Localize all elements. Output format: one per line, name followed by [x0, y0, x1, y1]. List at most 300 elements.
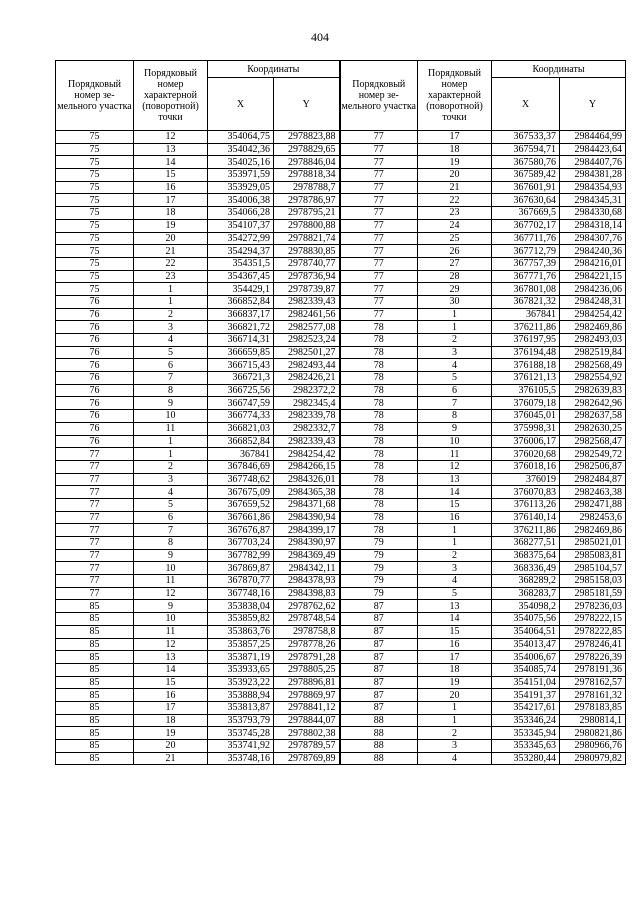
parcel-cell: 77: [340, 219, 418, 232]
table-row: [56, 651, 626, 664]
y-cell: 2982453,6: [560, 511, 626, 524]
point-cell: 15: [134, 169, 208, 182]
table-row: [56, 575, 626, 588]
x-cell: 353923,22: [208, 676, 274, 689]
y-cell: 2985083,81: [560, 549, 626, 562]
parcel-cell: 85: [56, 689, 134, 702]
header-coordinates-right: Координаты: [492, 61, 626, 78]
x-cell: 366774,33: [208, 410, 274, 423]
parcel-cell: 77: [340, 207, 418, 220]
point-cell: 23: [134, 270, 208, 283]
parcel-cell: 78: [340, 372, 418, 385]
x-cell: 376211,86: [492, 321, 560, 334]
parcel-cell: 85: [56, 651, 134, 664]
y-cell: 2984390,97: [274, 537, 340, 550]
point-cell: 15: [418, 625, 492, 638]
table-row: [56, 346, 626, 359]
x-cell: 367841: [208, 448, 274, 461]
point-cell: 5: [418, 372, 492, 385]
y-cell: 2978222,85: [560, 625, 626, 638]
point-cell: 12: [134, 131, 208, 144]
table-row: [56, 511, 626, 524]
point-cell: 2: [134, 460, 208, 473]
parcel-cell: 77: [56, 448, 134, 461]
x-cell: 367801,08: [492, 283, 560, 296]
y-cell: 2984345,31: [560, 194, 626, 207]
x-cell: 354013,47: [492, 638, 560, 651]
y-cell: 2982577,08: [274, 321, 340, 334]
y-cell: 2982637,58: [560, 410, 626, 423]
point-cell: 14: [418, 486, 492, 499]
x-cell: 366852,84: [208, 295, 274, 308]
point-cell: 13: [418, 600, 492, 613]
point-cell: 14: [134, 663, 208, 676]
point-cell: 6: [134, 511, 208, 524]
point-cell: 21: [134, 752, 208, 765]
parcel-cell: 87: [340, 663, 418, 676]
parcel-cell: 85: [56, 676, 134, 689]
table-row: [56, 587, 626, 600]
point-cell: 1: [134, 295, 208, 308]
parcel-cell: 78: [340, 511, 418, 524]
parcel-cell: 85: [56, 613, 134, 626]
point-cell: 9: [134, 600, 208, 613]
point-cell: 9: [418, 422, 492, 435]
x-cell: 353748,16: [208, 752, 274, 765]
table-row: [56, 473, 626, 486]
parcel-cell: 77: [340, 308, 418, 321]
x-cell: 367533,37: [492, 131, 560, 144]
point-cell: 24: [418, 219, 492, 232]
table-row: [56, 524, 626, 537]
x-cell: 354064,75: [208, 131, 274, 144]
table-row: [56, 194, 626, 207]
x-cell: 376105,5: [492, 384, 560, 397]
x-cell: 354351,5: [208, 257, 274, 270]
y-cell: 2982332,7: [274, 422, 340, 435]
header-y: Y: [274, 78, 340, 131]
parcel-cell: 87: [340, 689, 418, 702]
point-cell: 18: [134, 207, 208, 220]
point-cell: 19: [134, 219, 208, 232]
x-cell: 354025,16: [208, 156, 274, 169]
point-cell: 16: [134, 181, 208, 194]
header-x: X: [208, 78, 274, 131]
x-cell: 375998,31: [492, 422, 560, 435]
point-cell: 20: [134, 740, 208, 753]
parcel-cell: 78: [340, 435, 418, 448]
y-cell: 2984378,93: [274, 575, 340, 588]
x-cell: 376140,14: [492, 511, 560, 524]
x-cell: 366725,56: [208, 384, 274, 397]
point-cell: 6: [418, 384, 492, 397]
parcel-cell: 77: [56, 537, 134, 550]
parcel-cell: 76: [56, 359, 134, 372]
y-cell: 2978762,62: [274, 600, 340, 613]
y-cell: 2978786,97: [274, 194, 340, 207]
y-cell: 2984318,14: [560, 219, 626, 232]
parcel-cell: 77: [56, 524, 134, 537]
x-cell: 367601,91: [492, 181, 560, 194]
table-row: [56, 207, 626, 220]
x-cell: 366659,85: [208, 346, 274, 359]
parcel-cell: 85: [56, 663, 134, 676]
point-cell: 19: [418, 156, 492, 169]
parcel-cell: 76: [56, 384, 134, 397]
point-cell: 4: [134, 486, 208, 499]
point-cell: 8: [418, 410, 492, 423]
y-cell: 2984236,06: [560, 283, 626, 296]
parcel-cell: 76: [56, 321, 134, 334]
y-cell: 2984371,68: [274, 498, 340, 511]
x-cell: 367712,79: [492, 245, 560, 258]
y-cell: 2978740,77: [274, 257, 340, 270]
table-row: [56, 372, 626, 385]
point-cell: 3: [134, 321, 208, 334]
x-cell: 367748,16: [208, 587, 274, 600]
x-cell: 376020,68: [492, 448, 560, 461]
y-cell: 2984221,15: [560, 270, 626, 283]
point-cell: 20: [418, 169, 492, 182]
parcel-cell: 76: [56, 346, 134, 359]
y-cell: 2985104,57: [560, 562, 626, 575]
table-row: [56, 257, 626, 270]
point-cell: 10: [134, 562, 208, 575]
y-cell: 2984326,01: [274, 473, 340, 486]
point-cell: 4: [418, 752, 492, 765]
parcel-cell: 75: [56, 283, 134, 296]
y-cell: 2982463,38: [560, 486, 626, 499]
y-cell: 2982568,47: [560, 435, 626, 448]
x-cell: 354429,1: [208, 283, 274, 296]
x-cell: 353346,24: [492, 714, 560, 727]
table-row: [56, 498, 626, 511]
x-cell: 367702,17: [492, 219, 560, 232]
table-row: [56, 600, 626, 613]
y-cell: 2978778,26: [274, 638, 340, 651]
y-cell: 2984342,11: [274, 562, 340, 575]
table-row: [56, 181, 626, 194]
parcel-cell: 75: [56, 232, 134, 245]
y-cell: 2984407,76: [560, 156, 626, 169]
point-cell: 18: [134, 714, 208, 727]
x-cell: 354075,56: [492, 613, 560, 626]
parcel-cell: 77: [340, 232, 418, 245]
parcel-cell: 77: [56, 575, 134, 588]
point-cell: 17: [418, 651, 492, 664]
table-row: [56, 219, 626, 232]
point-cell: 7: [134, 524, 208, 537]
x-cell: 367589,42: [492, 169, 560, 182]
point-cell: 5: [134, 346, 208, 359]
x-cell: 353280,44: [492, 752, 560, 765]
x-cell: 367748,62: [208, 473, 274, 486]
y-cell: 2982523,24: [274, 334, 340, 347]
parcel-cell: 87: [340, 625, 418, 638]
parcel-cell: 76: [56, 397, 134, 410]
parcel-cell: 77: [340, 283, 418, 296]
x-cell: 366747,59: [208, 397, 274, 410]
y-cell: 2978162,57: [560, 676, 626, 689]
point-cell: 19: [418, 676, 492, 689]
x-cell: 367711,76: [492, 232, 560, 245]
x-cell: 354272,99: [208, 232, 274, 245]
x-cell: 367782,99: [208, 549, 274, 562]
table-row: [56, 752, 626, 765]
x-cell: 354151,04: [492, 676, 560, 689]
point-cell: 21: [134, 245, 208, 258]
point-cell: 6: [134, 359, 208, 372]
y-cell: 2984398,83: [274, 587, 340, 600]
y-cell: 2982426,21: [274, 372, 340, 385]
table-row: [56, 295, 626, 308]
y-cell: 2978789,57: [274, 740, 340, 753]
parcel-cell: 76: [56, 308, 134, 321]
y-cell: 2978191,36: [560, 663, 626, 676]
parcel-cell: 77: [340, 295, 418, 308]
x-cell: 354217,61: [492, 701, 560, 714]
parcel-cell: 75: [56, 245, 134, 258]
header-coordinates: Координаты: [208, 61, 340, 78]
x-cell: 367580,76: [492, 156, 560, 169]
x-cell: 376045,01: [492, 410, 560, 423]
y-cell: 2978791,28: [274, 651, 340, 664]
point-cell: 26: [418, 245, 492, 258]
parcel-cell: 78: [340, 346, 418, 359]
table-row: [56, 397, 626, 410]
parcel-cell: 76: [56, 334, 134, 347]
header-point-number-right: Порядковый номер характерной (поворотной) точки: [418, 61, 492, 131]
point-cell: 11: [418, 448, 492, 461]
parcel-cell: 77: [56, 511, 134, 524]
point-cell: 22: [418, 194, 492, 207]
y-cell: 2982568,49: [560, 359, 626, 372]
x-cell: 353933,65: [208, 663, 274, 676]
y-cell: 2984381,28: [560, 169, 626, 182]
point-cell: 17: [134, 194, 208, 207]
y-cell: 2984248,31: [560, 295, 626, 308]
point-cell: 8: [134, 537, 208, 550]
y-cell: 2978846,04: [274, 156, 340, 169]
y-cell: 2980821,86: [560, 727, 626, 740]
table-row: [56, 689, 626, 702]
y-cell: 2985181,59: [560, 587, 626, 600]
parcel-cell: 78: [340, 397, 418, 410]
point-cell: 2: [418, 334, 492, 347]
parcel-cell: 76: [56, 435, 134, 448]
table-row: [56, 740, 626, 753]
x-cell: 353857,25: [208, 638, 274, 651]
x-cell: 376019: [492, 473, 560, 486]
y-cell: 2978736,94: [274, 270, 340, 283]
parcel-cell: 76: [56, 295, 134, 308]
table-row: [56, 613, 626, 626]
point-cell: 14: [134, 156, 208, 169]
y-cell: 2978222,15: [560, 613, 626, 626]
y-cell: 2984240,36: [560, 245, 626, 258]
point-cell: 15: [418, 498, 492, 511]
y-cell: 2984354,93: [560, 181, 626, 194]
y-cell: 2985021,01: [560, 537, 626, 550]
x-cell: 354006,38: [208, 194, 274, 207]
y-cell: 2985158,03: [560, 575, 626, 588]
parcel-cell: 87: [340, 613, 418, 626]
x-cell: 366837,17: [208, 308, 274, 321]
parcel-cell: 77: [340, 194, 418, 207]
header-y-right: Y: [560, 78, 626, 131]
parcel-cell: 79: [340, 587, 418, 600]
y-cell: 2978844,07: [274, 714, 340, 727]
parcel-cell: 77: [56, 498, 134, 511]
y-cell: 2984464,99: [560, 131, 626, 144]
point-cell: 7: [418, 397, 492, 410]
point-cell: 4: [134, 334, 208, 347]
x-cell: 353863,76: [208, 625, 274, 638]
point-cell: 13: [418, 473, 492, 486]
point-cell: 21: [418, 181, 492, 194]
x-cell: 354367,45: [208, 270, 274, 283]
point-cell: 16: [418, 638, 492, 651]
y-cell: 2978802,38: [274, 727, 340, 740]
parcel-cell: 76: [56, 410, 134, 423]
table-row: [56, 435, 626, 448]
x-cell: 354085,74: [492, 663, 560, 676]
parcel-cell: 87: [340, 651, 418, 664]
point-cell: 1: [418, 308, 492, 321]
y-cell: 2978183,85: [560, 701, 626, 714]
point-cell: 3: [134, 473, 208, 486]
parcel-cell: 77: [56, 562, 134, 575]
point-cell: 11: [134, 575, 208, 588]
table-row: [56, 537, 626, 550]
parcel-cell: 87: [340, 701, 418, 714]
x-cell: 354107,37: [208, 219, 274, 232]
point-cell: 15: [134, 676, 208, 689]
parcel-cell: 75: [56, 169, 134, 182]
point-cell: 1: [418, 714, 492, 727]
point-cell: 25: [418, 232, 492, 245]
y-cell: 2980966,76: [560, 740, 626, 753]
table-row: [56, 334, 626, 347]
point-cell: 10: [134, 613, 208, 626]
table-row: [56, 321, 626, 334]
y-cell: 2978821,74: [274, 232, 340, 245]
parcel-cell: 75: [56, 270, 134, 283]
point-cell: 16: [418, 511, 492, 524]
table-row: [56, 460, 626, 473]
x-cell: 353838,04: [208, 600, 274, 613]
x-cell: 366821,03: [208, 422, 274, 435]
table-row: [56, 448, 626, 461]
parcel-cell: 77: [340, 131, 418, 144]
parcel-cell: 77: [56, 587, 134, 600]
y-cell: 2980979,82: [560, 752, 626, 765]
y-cell: 2984307,76: [560, 232, 626, 245]
x-cell: 366714,31: [208, 334, 274, 347]
y-cell: 2982554,92: [560, 372, 626, 385]
point-cell: 1: [134, 283, 208, 296]
x-cell: 353971,59: [208, 169, 274, 182]
y-cell: 2978788,7: [274, 181, 340, 194]
x-cell: 368336,49: [492, 562, 560, 575]
y-cell: 2978246,41: [560, 638, 626, 651]
point-cell: 20: [134, 232, 208, 245]
parcel-cell: 78: [340, 384, 418, 397]
y-cell: 2984423,64: [560, 143, 626, 156]
point-cell: 17: [134, 701, 208, 714]
x-cell: 353859,82: [208, 613, 274, 626]
point-cell: 7: [134, 372, 208, 385]
parcel-cell: 78: [340, 460, 418, 473]
point-cell: 1: [418, 537, 492, 550]
x-cell: 353345,94: [492, 727, 560, 740]
y-cell: 2982642,96: [560, 397, 626, 410]
parcel-cell: 78: [340, 524, 418, 537]
point-cell: 4: [418, 575, 492, 588]
parcel-cell: 87: [340, 600, 418, 613]
x-cell: 367659,52: [208, 498, 274, 511]
parcel-cell: 77: [340, 169, 418, 182]
parcel-cell: 88: [340, 714, 418, 727]
y-cell: 2982469,86: [560, 524, 626, 537]
y-cell: 2982372,2: [274, 384, 340, 397]
point-cell: 5: [418, 587, 492, 600]
x-cell: 353871,19: [208, 651, 274, 664]
table-header: [56, 61, 626, 131]
point-cell: 13: [134, 143, 208, 156]
point-cell: 1: [134, 435, 208, 448]
x-cell: 367661,86: [208, 511, 274, 524]
x-cell: 353793,79: [208, 714, 274, 727]
y-cell: 2982506,87: [560, 460, 626, 473]
y-cell: 2982484,87: [560, 473, 626, 486]
parcel-cell: 85: [56, 638, 134, 651]
parcel-cell: 85: [56, 600, 134, 613]
y-cell: 2982339,43: [274, 295, 340, 308]
parcel-cell: 85: [56, 740, 134, 753]
y-cell: 2978896,81: [274, 676, 340, 689]
point-cell: 11: [134, 625, 208, 638]
table-row: [56, 714, 626, 727]
parcel-cell: 77: [340, 257, 418, 270]
point-cell: 18: [418, 143, 492, 156]
parcel-cell: 79: [340, 537, 418, 550]
point-cell: 1: [134, 448, 208, 461]
y-cell: 2982639,83: [560, 384, 626, 397]
point-cell: 12: [134, 638, 208, 651]
y-cell: 2982501,27: [274, 346, 340, 359]
point-cell: 9: [134, 397, 208, 410]
parcel-cell: 76: [56, 372, 134, 385]
x-cell: 368277,51: [492, 537, 560, 550]
y-cell: 2982549,72: [560, 448, 626, 461]
x-cell: 367630,64: [492, 194, 560, 207]
x-cell: 354064,51: [492, 625, 560, 638]
point-cell: 17: [418, 131, 492, 144]
x-cell: 376194,48: [492, 346, 560, 359]
parcel-cell: 79: [340, 549, 418, 562]
table-row: [56, 727, 626, 740]
table-row: [56, 486, 626, 499]
y-cell: 2984369,49: [274, 549, 340, 562]
y-cell: 2978805,25: [274, 663, 340, 676]
y-cell: 2978758,8: [274, 625, 340, 638]
y-cell: 2978226,39: [560, 651, 626, 664]
y-cell: 2982471,88: [560, 498, 626, 511]
x-cell: 368375,64: [492, 549, 560, 562]
y-cell: 2982493,44: [274, 359, 340, 372]
x-cell: 367869,87: [208, 562, 274, 575]
